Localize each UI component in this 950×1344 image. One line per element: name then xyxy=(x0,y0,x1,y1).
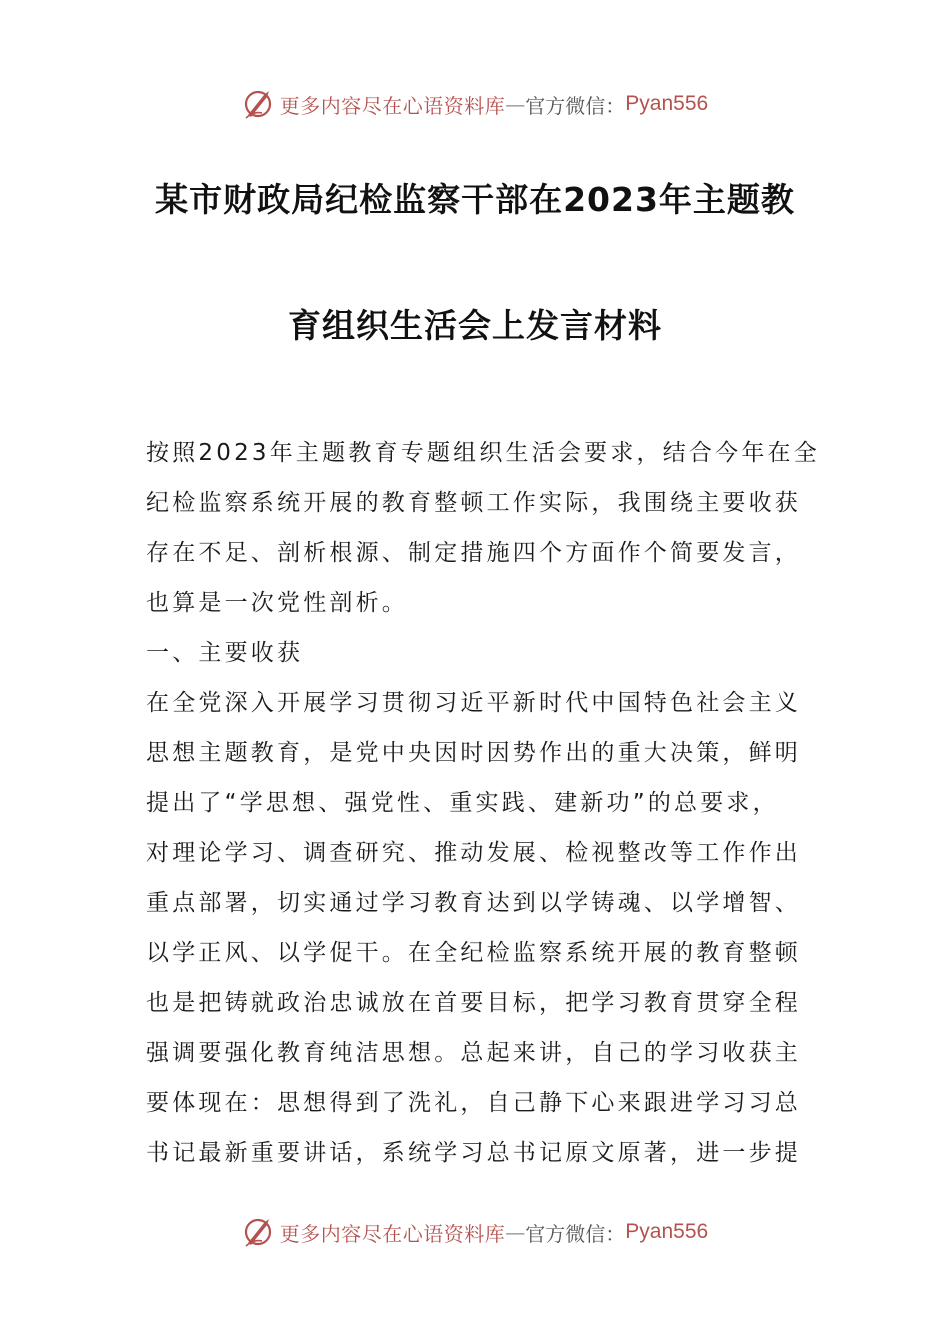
banner-wechat-label: 官方微信： xyxy=(525,93,626,118)
header-banner xyxy=(0,84,950,124)
body-line: 要体现在：思想得到了洗礼，自己静下心来跟进学习习总 xyxy=(146,1090,801,1116)
body-line: 按照2023年主题教育专题组织生活会要求，结合今年在全 xyxy=(146,440,820,466)
body-line: 在全党深入开展学习贯彻习近平新时代中国特色社会主义 xyxy=(146,690,801,716)
body-line: 纪检监察系统开展的教育整顿工作实际，我围绕主要收获 xyxy=(146,490,801,516)
body-line: 书记最新重要讲话，系统学习总书记原文原著，进一步提 xyxy=(146,1140,801,1166)
footer-banner xyxy=(0,1212,950,1252)
body-line: 也算是一次党性剖析。 xyxy=(146,590,408,616)
banner-wechat-label: 官方微信： xyxy=(525,1221,626,1246)
body-line: 强调要强化教育纯洁思想。总起来讲，自己的学习收获主 xyxy=(146,1040,801,1066)
body-line: 也是把铸就政治忠诚放在首要目标，把学习教育贯穿全程 xyxy=(146,990,801,1016)
banner-wechat-id: Pyan556 xyxy=(625,92,709,115)
body-line: 提出了“学思想、强党性、重实践、建新功”的总要求， xyxy=(146,790,779,816)
body-line: 思想主题教育，是党中央因时因势作出的重大决策，鲜明 xyxy=(146,740,801,766)
document-title-line-2: 育组织生活会上发言材料 xyxy=(288,306,662,345)
section-heading: 一、主要收获 xyxy=(146,640,304,666)
pen-nib-logo-icon xyxy=(242,1215,276,1249)
body-line: 以学正风、以学促干。在全纪检监察系统开展的教育整顿 xyxy=(146,940,801,966)
body-line: 存在不足、剖析根源、制定措施四个方面作个简要发言， xyxy=(146,540,801,566)
banner-slogan: 更多内容尽在心语资料库 xyxy=(279,1221,506,1246)
banner-wechat-id: Pyan556 xyxy=(625,1220,709,1243)
body-line: 对理论学习、调查研究、推动发展、检视整改等工作作出 xyxy=(146,840,801,866)
document-title-line-1: 某市财政局纪检监察干部在2023年主题教 xyxy=(155,180,795,219)
banner-separator: — xyxy=(505,92,526,116)
pen-nib-logo-icon xyxy=(242,87,276,121)
body-line: 重点部署，切实通过学习教育达到以学铸魂、以学增智、 xyxy=(146,890,801,916)
banner-separator: — xyxy=(505,1220,526,1244)
document-body xyxy=(146,428,820,1178)
banner-slogan: 更多内容尽在心语资料库 xyxy=(279,93,506,118)
